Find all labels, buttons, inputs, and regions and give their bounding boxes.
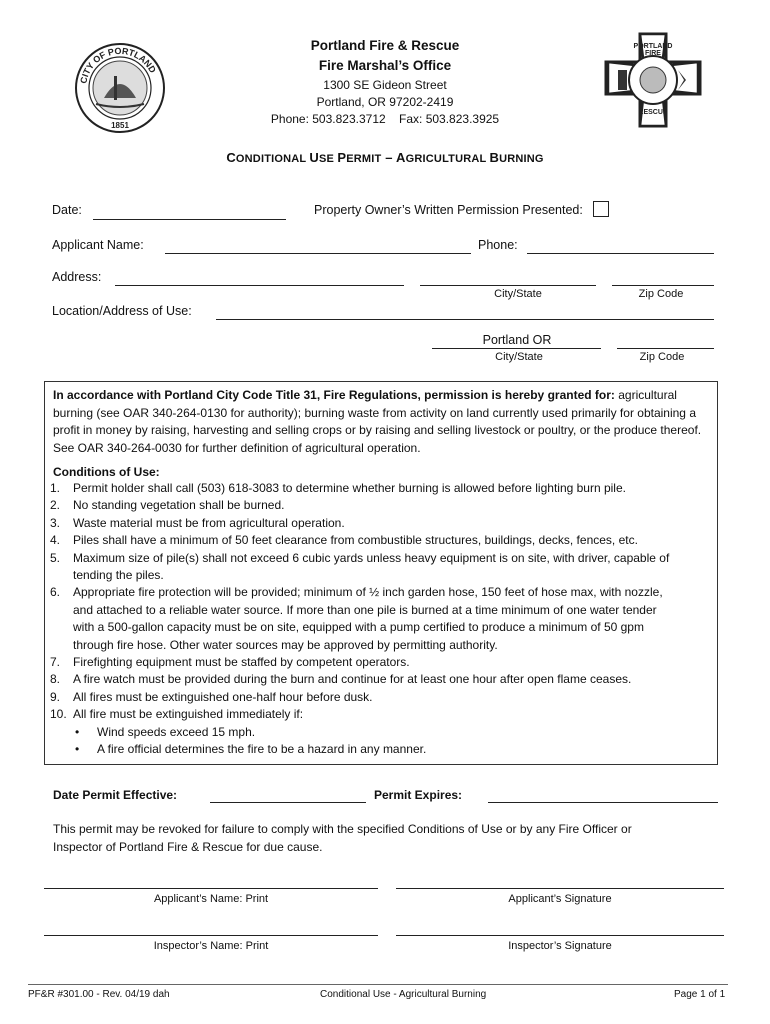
address-field[interactable]: [115, 285, 404, 286]
applicant-signature-caption: Applicant’s Signature: [508, 893, 612, 905]
conditions-heading: Conditions of Use:: [53, 465, 160, 479]
condition-number: 1.: [50, 481, 61, 495]
condition-text: Appropriate fire protection will be provided; minimum of ½ inch garden hose, 150 feet of hose max, with nozzle,: [73, 585, 663, 600]
document-title: CONDITIONAL USE PERMIT – AGRICULTURAL BURNING: [226, 150, 544, 165]
bullet-icon: •: [75, 724, 80, 739]
footer-page-number: Page 1 of 1: [674, 989, 726, 1000]
permit-expires-label: Permit Expires:: [374, 788, 463, 802]
intro-paragraph: [53, 387, 715, 457]
date-field[interactable]: [93, 219, 286, 220]
condition-number: 4.: [50, 533, 61, 548]
permission-checkbox[interactable]: [593, 201, 609, 217]
condition-number: 7.: [50, 655, 61, 669]
location-zip-field[interactable]: [617, 348, 714, 349]
condition-number: 9.: [50, 689, 61, 704]
permit-expires-field[interactable]: [488, 802, 718, 803]
intro-bold: In accordance with Portland City Code Title 31, Fire Regulations, permission is hereby granted for:: [53, 388, 615, 402]
contact-line: [0, 112, 770, 126]
date-effective-field[interactable]: [210, 802, 366, 803]
condition-number: 5.: [50, 550, 61, 565]
inspector-signature-caption: Inspector’s Signature: [508, 940, 612, 952]
applicant-print-field[interactable]: [44, 888, 378, 889]
org-name: Portland Fire & Rescue: [310, 38, 460, 53]
condition-number: 2.: [50, 498, 61, 513]
footer-doc-name: Conditional Use - Agricultural Burning: [320, 989, 487, 1000]
date-effective-label: Date Permit Effective:: [53, 788, 178, 802]
intro-rest: agricultural burning (see OAR 340-264-0130 for authority); burning waste from activity on land currently used primarily for obtaining a profit in money by raising, harvesting and selling crops or by raising and selling livestock or poultry, or the produce thereof. See OAR 340-264-0030 for further definition of agricultural operation.: [53, 388, 702, 455]
condition-text: Permit holder shall call (503) 618-3083 to determine whether burning is allowed before lighting burn pile.: [73, 481, 626, 495]
phone-text: Phone: 503.823.3712: [270, 112, 386, 126]
zip-caption: Zip Code: [638, 288, 684, 300]
location-field[interactable]: [216, 319, 714, 320]
street-address: 1300 SE Gideon Street: [323, 78, 447, 92]
city-state-caption: City/State: [494, 288, 542, 300]
zip-caption-2: Zip Code: [639, 351, 685, 363]
condition-text: through fire hose. Other water sources may be approved by permitting authority.: [73, 637, 498, 652]
footer-divider: [28, 984, 728, 985]
condition-number: 8.: [50, 672, 61, 687]
condition-number: 10.: [50, 707, 67, 722]
location-city-state-field[interactable]: [432, 348, 601, 349]
condition-text: with a 500-gallon capacity must be on site, equipped with a pump certified to produce a minimum of 50 gpm: [73, 620, 644, 635]
condition-number: 6.: [50, 585, 61, 600]
condition-number: 3.: [50, 515, 61, 530]
condition-bullet-text: A fire official determines the fire to be a hazard in any manner.: [97, 742, 427, 756]
permission-label: Property Owner’s Written Permission Presented:: [314, 203, 583, 217]
condition-text: and attached to a reliable water source. If more than one pile is burned at a time minimum of one water tender: [73, 602, 657, 617]
condition-text: No standing vegetation shall be burned.: [73, 498, 285, 513]
fax-text: Fax: 503.823.3925: [399, 112, 500, 126]
svg-text:FIRE: FIRE: [645, 50, 661, 57]
svg-text:RESCUE: RESCUE: [638, 109, 668, 116]
svg-text:1851: 1851: [111, 121, 129, 130]
phone-field[interactable]: [527, 253, 714, 254]
condition-text: Maximum size of pile(s) shall not exceed 6 cubic yards unless heavy equipment is on site, with driver, capable of: [73, 550, 670, 565]
inspector-print-caption: Inspector’s Name: Print: [153, 940, 269, 952]
address-label: Address:: [52, 270, 102, 284]
revoke-text-line-1: This permit may be revoked for failure to comply with the specified Conditions of Use or by any Fire Officer or: [53, 822, 632, 836]
condition-text: All fire must be extinguished immediately if:: [73, 707, 304, 722]
location-city-value: Portland OR: [482, 333, 552, 347]
bullet-icon: •: [75, 742, 80, 756]
inspector-print-field[interactable]: [44, 935, 378, 936]
applicant-name-label: Applicant Name:: [52, 238, 144, 252]
address-zip-field[interactable]: [612, 285, 714, 286]
location-label: Location/Address of Use:: [52, 304, 192, 318]
applicant-print-caption: Applicant’s Name: Print: [153, 893, 269, 905]
condition-text: Piles shall have a minimum of 50 feet clearance from combustible structures, buildings, decks, fences, etc.: [73, 533, 638, 548]
applicant-name-field[interactable]: [165, 253, 471, 254]
city-state-caption-2: City/State: [495, 351, 543, 363]
condition-text: Waste material must be from agricultural operation.: [73, 515, 345, 530]
address-city-state-field[interactable]: [420, 285, 596, 286]
svg-text:PORTLAND: PORTLAND: [633, 43, 673, 50]
city-address: Portland, OR 97202-2419: [316, 95, 454, 109]
office-name: Fire Marshal’s Office: [318, 58, 452, 73]
date-label: Date:: [52, 203, 82, 217]
condition-text: Firefighting equipment must be staffed by competent operators.: [73, 655, 410, 669]
inspector-signature-field[interactable]: [396, 935, 724, 936]
footer-form-number: PF&R #301.00 - Rev. 04/19 dah: [28, 989, 170, 1000]
revoke-text-line-2: Inspector of Portland Fire & Rescue for due cause.: [53, 840, 323, 854]
applicant-signature-field[interactable]: [396, 888, 724, 889]
svg-text:CITY OF PORTLAND: CITY OF PORTLAND: [78, 45, 158, 85]
condition-text: A fire watch must be provided during the burn and continue for at least one hour after open flame ceases.: [73, 672, 632, 687]
condition-text: All fires must be extinguished one-half hour before dusk.: [73, 689, 373, 704]
condition-text: tending the piles.: [73, 568, 164, 582]
phone-label: Phone:: [478, 238, 518, 252]
condition-bullet-text: Wind speeds exceed 15 mph.: [97, 724, 256, 739]
